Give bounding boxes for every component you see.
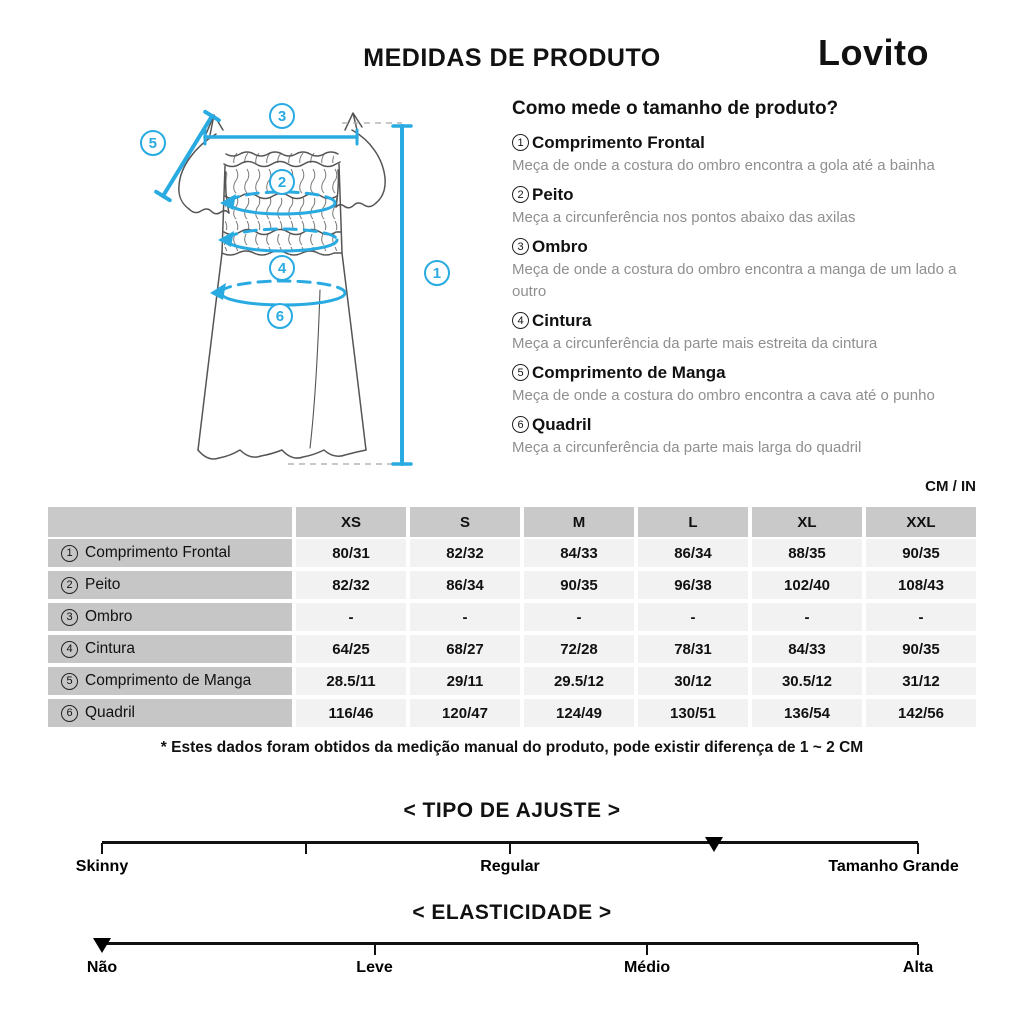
guide-item-label	[512, 182, 970, 207]
table-value: 72/28	[524, 635, 634, 663]
guide-item-desc: Meça a circunferência da parte mais larga do quadril	[512, 439, 862, 456]
table-value: -	[524, 603, 634, 631]
fit-scale-label: Tamanho Grande	[828, 858, 959, 875]
measure-callout: 3	[269, 103, 295, 129]
measure-name: Quadril	[85, 704, 135, 721]
guide-item-desc: Meça de onde a costura do ombro encontra a gola até a bainha	[512, 157, 935, 174]
scale-tick	[917, 944, 919, 955]
guide-item-label	[512, 130, 970, 155]
circled-number: 5	[512, 364, 529, 381]
guide-item	[512, 308, 970, 355]
circled-number: 6	[512, 416, 529, 433]
measure-callout: 2	[269, 169, 295, 195]
table-value: 90/35	[866, 539, 976, 567]
table-size-header: XS	[296, 507, 406, 537]
measure-callout: 1	[424, 260, 450, 286]
scale-tick	[646, 944, 648, 955]
table-row-label	[48, 667, 292, 695]
table-value: 82/32	[296, 571, 406, 599]
table-value: 108/43	[866, 571, 976, 599]
circled-number: 6	[61, 705, 78, 722]
elasticity-scale-title: < ELASTICIDADE >	[412, 901, 612, 924]
table-value: 116/46	[296, 699, 406, 727]
table-row-label	[48, 603, 292, 631]
elasticity-scale-label: Médio	[623, 959, 671, 976]
circled-number: 2	[61, 577, 78, 594]
guide-item-label	[512, 308, 970, 333]
table-value: 84/33	[752, 635, 862, 663]
guide-item	[512, 412, 970, 459]
scale-tick	[305, 843, 307, 854]
table-value: -	[410, 603, 520, 631]
table-value: -	[638, 603, 748, 631]
circled-number: 2	[512, 186, 529, 203]
guide-item-title: Ombro	[532, 236, 588, 256]
table-value: 102/40	[752, 571, 862, 599]
table-value: 30.5/12	[752, 667, 862, 695]
fit-scale-title: < TIPO DE AJUSTE >	[403, 799, 621, 822]
dress-illustration	[110, 90, 470, 490]
circled-number: 1	[512, 134, 529, 151]
measure-name: Comprimento Frontal	[85, 544, 231, 561]
measure-callout: 4	[269, 255, 295, 281]
table-value: -	[296, 603, 406, 631]
table-row-label	[48, 635, 292, 663]
table-value: 86/34	[638, 539, 748, 567]
elasticity-scale-label: Não	[86, 959, 118, 976]
table-value: 82/32	[410, 539, 520, 567]
circled-number: 4	[61, 641, 78, 658]
table-value: 31/12	[866, 667, 976, 695]
unit-label: CM / IN	[925, 478, 976, 495]
guide-item	[512, 182, 970, 229]
brand-logo: Lovito	[818, 32, 929, 73]
table-value: 84/33	[524, 539, 634, 567]
guide-item-title: Cintura	[532, 310, 592, 330]
table-value: 29.5/12	[524, 667, 634, 695]
table-value: 78/31	[638, 635, 748, 663]
page-title: MEDIDAS DE PRODUTO	[363, 44, 661, 72]
measurement-footnote: * Estes dados foram obtidos da medição manual do produto, pode existir diferença de 1 ~ 2 CM	[160, 739, 864, 756]
circled-number: 4	[512, 312, 529, 329]
guide-item-desc: Meça a circunferência nos pontos abaixo das axilas	[512, 209, 856, 226]
table-size-header: L	[638, 507, 748, 537]
guide-item-label	[512, 360, 970, 385]
measure-callout: 6	[267, 303, 293, 329]
scale-tick	[509, 843, 511, 854]
size-table	[48, 507, 976, 727]
table-size-header: XXL	[866, 507, 976, 537]
fit-scale	[75, 841, 959, 875]
scale-tick	[917, 843, 919, 854]
table-value: 28.5/11	[296, 667, 406, 695]
table-value: -	[866, 603, 976, 631]
guide-item-title: Quadril	[532, 414, 592, 434]
table-value: 142/56	[866, 699, 976, 727]
table-value: 96/38	[638, 571, 748, 599]
table-value: 68/27	[410, 635, 520, 663]
guide-item-desc: Meça a circunferência da parte mais estreita da cintura	[512, 335, 878, 352]
table-row-label	[48, 571, 292, 599]
table-value: 120/47	[410, 699, 520, 727]
table-value: 30/12	[638, 667, 748, 695]
table-size-header: XL	[752, 507, 862, 537]
table-size-header: M	[524, 507, 634, 537]
guide-item	[512, 360, 970, 407]
guide-item-title: Comprimento de Manga	[532, 362, 726, 382]
guide-item-title: Peito	[532, 184, 574, 204]
guide-item	[512, 234, 970, 303]
circled-number: 1	[61, 545, 78, 562]
table-value: 90/35	[866, 635, 976, 663]
measure-callout: 5	[140, 130, 166, 156]
elasticity-scale-label: Alta	[902, 959, 934, 976]
table-value: 64/25	[296, 635, 406, 663]
circled-number: 3	[61, 609, 78, 626]
table-value: 90/35	[524, 571, 634, 599]
fit-scale-label: Skinny	[75, 858, 129, 875]
measure-name: Comprimento de Manga	[85, 672, 252, 689]
circled-number: 5	[61, 673, 78, 690]
fit-scale-label: Regular	[480, 858, 540, 875]
table-value: 88/35	[752, 539, 862, 567]
guide-item	[512, 130, 970, 177]
guide-items	[512, 130, 970, 459]
guide-item-desc: Meça de onde a costura do ombro encontra a cava até o punho	[512, 387, 935, 404]
scale-tick	[374, 944, 376, 955]
table-corner-cell	[48, 507, 292, 537]
measure-name: Ombro	[85, 608, 133, 625]
measure-name: Peito	[85, 576, 121, 593]
table-value: 29/11	[410, 667, 520, 695]
scale-tick	[101, 843, 103, 854]
table-row-label	[48, 699, 292, 727]
table-value: -	[752, 603, 862, 631]
dress-diagram	[110, 90, 470, 490]
table-size-header: S	[410, 507, 520, 537]
fit-scale-marker	[705, 837, 723, 852]
guide-item-title: Comprimento Frontal	[532, 132, 705, 152]
table-value: 86/34	[410, 571, 520, 599]
table-row-label	[48, 539, 292, 567]
guide-item-desc: Meça de onde a costura do ombro encontra a manga de um lado a outro	[512, 261, 957, 300]
elasticity-scale	[86, 942, 934, 976]
table-value: 80/31	[296, 539, 406, 567]
elasticity-scale-label: Leve	[356, 959, 393, 976]
table-value: 124/49	[524, 699, 634, 727]
table-value: 130/51	[638, 699, 748, 727]
table-value: 136/54	[752, 699, 862, 727]
guide-item-label	[512, 412, 970, 437]
guide-heading: Como mede o tamanho de produto?	[512, 98, 839, 119]
measure-name: Cintura	[85, 640, 135, 657]
measure-guide	[512, 98, 970, 459]
elasticity-scale-marker	[93, 938, 111, 953]
guide-item-label	[512, 234, 970, 259]
circled-number: 3	[512, 238, 529, 255]
